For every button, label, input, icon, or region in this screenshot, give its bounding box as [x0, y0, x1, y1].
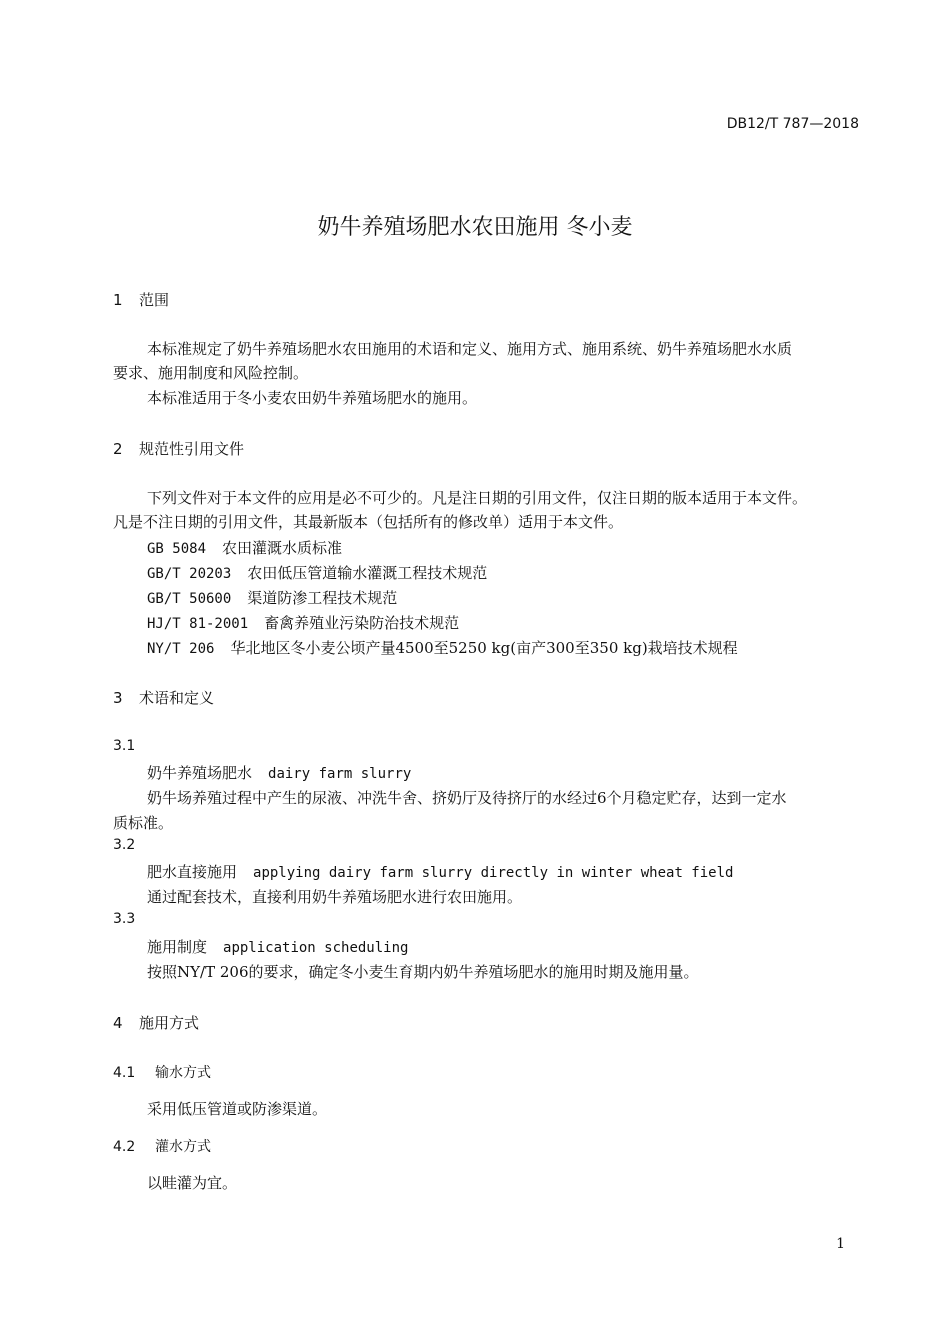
section-3-heading [113, 687, 214, 708]
term-entry [147, 861, 733, 882]
section-number: 4 [113, 1014, 123, 1032]
reference-item [147, 562, 487, 583]
section-title: 范围 [139, 291, 170, 309]
term-entry [147, 762, 411, 783]
section-2-heading [113, 438, 244, 459]
section-1-paragraph-1-line-1: 本标准规定了奶牛养殖场肥水农田施用的术语和定义、施用方式、施用系统、奶牛养殖场肥水水质 [147, 340, 793, 358]
section-number: 2 [113, 440, 123, 458]
reference-item [147, 637, 738, 658]
term-chinese: 施用制度 [147, 938, 208, 956]
reference-name: 农田灌溉水质标准 [222, 539, 343, 557]
section-1-paragraph-1-line-2: 要求、施用制度和风险控制。 [113, 364, 309, 382]
term-english: application scheduling [223, 940, 409, 956]
term-english: dairy farm slurry [268, 766, 412, 782]
reference-code: HJ/T 81-2001 [147, 616, 249, 632]
term-definition: 按照NY/T 206的要求，确定冬小麦生育期内奶牛养殖场肥水的施用时期及施用量。 [147, 963, 699, 981]
reference-item [147, 537, 342, 558]
subsection-title: 输水方式 [155, 1065, 211, 1081]
subsection-4-1-text: 采用低压管道或防渗渠道。 [147, 1100, 328, 1118]
section-4-heading [113, 1012, 199, 1033]
reference-code: GB/T 50600 [147, 591, 232, 607]
term-number: 3.3 [113, 911, 136, 927]
subsection-4-2-text: 以畦灌为宜。 [147, 1174, 238, 1192]
subsection-number: 4.1 [113, 1065, 136, 1081]
section-number: 1 [113, 291, 123, 309]
reference-name: 畜禽养殖业污染防治技术规范 [264, 614, 460, 632]
page-title: 奶牛养殖场肥水农田施用 冬小麦 [317, 215, 633, 240]
section-title: 规范性引用文件 [139, 440, 245, 458]
term-chinese: 肥水直接施用 [147, 863, 238, 881]
reference-item [147, 612, 459, 633]
reference-name: 华北地区冬小麦公顷产量4500至5250 kg(亩产300至350 kg)栽培技术规程 [230, 639, 738, 657]
section-2-paragraph-line-2: 凡是不注日期的引用文件，其最新版本（包括所有的修改单）适用于本文件。 [113, 513, 624, 531]
term-definition: 通过配套技术，直接利用奶牛养殖场肥水进行农田施用。 [147, 888, 523, 906]
term-chinese: 奶牛养殖场肥水 [147, 764, 253, 782]
section-1-paragraph-2: 本标准适用于冬小麦农田奶牛养殖场肥水的施用。 [147, 389, 478, 407]
reference-item [147, 587, 397, 608]
section-1-heading [113, 289, 169, 310]
section-title: 施用方式 [139, 1014, 200, 1032]
reference-code: GB/T 20203 [147, 566, 232, 582]
term-definition-line-1: 奶牛场养殖过程中产生的尿液、冲洗牛舍、挤奶厅及待挤厅的水经过6个月稳定贮存，达到一定水 [147, 789, 787, 807]
subsection-title: 灌水方式 [155, 1139, 211, 1155]
reference-name: 农田低压管道输水灌溉工程技术规范 [247, 564, 488, 582]
section-title: 术语和定义 [139, 689, 215, 707]
reference-code: NY/T 206 [147, 641, 215, 657]
subsection-number: 4.2 [113, 1139, 136, 1155]
subsection-4-1-heading [113, 1062, 211, 1082]
term-number: 3.1 [113, 738, 136, 754]
section-number: 3 [113, 689, 123, 707]
term-definition-line-2: 质标准。 [113, 814, 174, 832]
reference-code: GB 5084 [147, 541, 207, 557]
term-entry [147, 936, 408, 957]
term-english: applying dairy farm slurry directly in winter wheat field [253, 865, 734, 881]
reference-name: 渠道防渗工程技术规范 [247, 589, 398, 607]
page-number: 1 [836, 1236, 845, 1252]
document-code: DB12/T 787—2018 [726, 116, 859, 132]
section-2-paragraph-line-1: 下列文件对于本文件的应用是必不可少的。凡是注日期的引用文件，仅注日期的版本适用于本文件。 [147, 489, 808, 507]
subsection-4-2-heading [113, 1136, 211, 1156]
term-number: 3.2 [113, 837, 136, 853]
